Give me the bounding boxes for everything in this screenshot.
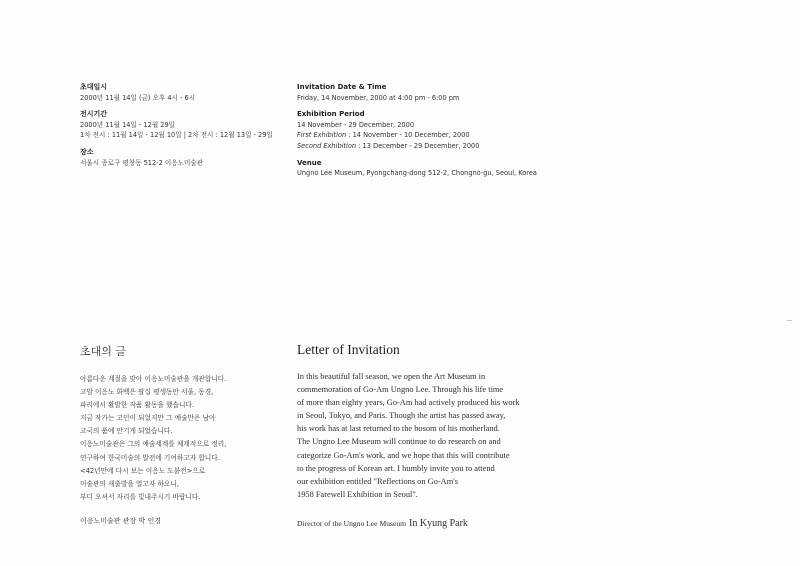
en-venue-value: Ungno Lee Museum, Pyongchang-dong 512-2, Chongno-gu, Seoul, Korea: [297, 169, 537, 178]
ko-letter-line: 지금 작가는 고인이 되었지만 그 예술만은 남아: [80, 414, 216, 423]
ko-letter-line: 부디 오셔서 자리를 빛내주시기 바랍니다.: [80, 492, 201, 501]
en-letter-body: [297, 370, 520, 501]
en-letter-line: our exhibition entitled "Reflections on Go-Am's: [297, 476, 459, 486]
en-letter-line: to the progress of Korean art. I humbly invite you to attend: [297, 463, 495, 473]
ko-period-label: 전시기간: [80, 110, 108, 119]
en-venue-label: Venue: [297, 158, 322, 167]
en-letter-line: The Ungno Lee Museum will continue to do research on and: [297, 437, 501, 447]
en-letter-line: 1958 Farewell Exhibition in Seoul".: [297, 489, 418, 499]
ko-venue-value: 서울시 종로구 평창동 512-2 이응노미술관: [80, 158, 204, 167]
second-exhibition-value: : 13 December - 29 December, 2000: [356, 141, 480, 150]
korean-letter: [80, 343, 226, 526]
ko-venue-label: 장소: [80, 147, 94, 156]
en-letter-title: Letter of Invitation: [297, 342, 400, 357]
en-period-label: Exhibition Period: [297, 110, 365, 119]
first-exhibition-value: : 14 November - 10 December, 2000: [346, 131, 470, 140]
ko-letter-line: 미술관의 새출발을 열고자 하오니,: [80, 479, 179, 488]
ko-letter-line: 고국의 품에 안기게 되었습니다.: [80, 427, 173, 436]
en-second-exhibition: [297, 141, 537, 152]
ko-letter-line: 연구하여 한국미술의 발전에 기여하고자 합니다.: [80, 453, 220, 462]
ko-datetime-label: 초대일시: [80, 83, 108, 91]
en-datetime-label: Invitation Date & Time: [297, 83, 387, 91]
ko-period-value: 2000년 11월 14일 - 12월 29일: [80, 120, 176, 129]
en-letter-line: in Seoul, Tokyo, and Paris. Though the artist has passed away,: [297, 411, 506, 421]
ko-period-detail: 1차 전시 : 11월 14일 - 12월 10일 | 2차 전시 : 12월 13일 - 29일: [80, 131, 273, 140]
ko-datetime-value: 2000년 11월 14일 (금) 오후 4시 - 6시: [80, 93, 196, 102]
en-letter-line: commemoration of Go-Am Ungno Lee. Through his life time: [297, 385, 504, 395]
second-exhibition-label: Second Exhibition: [297, 141, 357, 150]
korean-info-block: [80, 82, 273, 168]
director-title: Director of the Ungno Lee Museum: [297, 518, 407, 528]
director-name: In Kyung Park: [409, 517, 468, 529]
ko-letter-signature: 이응노미술관 관장 박 인경: [80, 516, 162, 525]
ko-letter-line: 이응노미술관은 그의 예술세계를 체계적으로 정리,: [80, 440, 227, 449]
en-letter-signature: [297, 513, 520, 531]
en-letter-line: categorize Go-Am's work, and we hope that this will contribute: [297, 450, 510, 460]
en-letter-line: his work has at last returned to the bosom of his motherland.: [297, 424, 500, 434]
ko-letter-line: 파리에서 활발한 작품 활동을 했습니다.: [80, 401, 194, 410]
english-info-block: [297, 82, 537, 179]
en-datetime-value: Friday, 14 November, 2000 at 4:00 pm - 6:00 pm: [297, 93, 460, 102]
en-first-exhibition: [297, 130, 537, 141]
en-letter-line: In this beautiful fall season, we open the Art Museum in: [297, 372, 486, 381]
ko-letter-title: 초대의 글: [80, 345, 127, 358]
en-letter-line: of more than eighty years, Go-Am had actively produced his work: [297, 398, 520, 408]
ko-letter-line: 아름다운 계절을 맞아 이응노미술관을 개관합니다.: [80, 375, 227, 383]
first-exhibition-label: First Exhibition: [297, 131, 347, 140]
ko-letter-body: [80, 373, 226, 504]
ko-letter-line: 고암 이응노 화백은 팔십 평생동안 서울, 동경,: [80, 388, 214, 397]
ko-letter-line: <42년만에 다시 보는 이응노 도불전>으로: [80, 466, 206, 475]
english-letter: [297, 342, 520, 531]
en-period-value: 14 November - 29 December, 2000: [297, 120, 415, 129]
fold-mark: [787, 320, 792, 321]
